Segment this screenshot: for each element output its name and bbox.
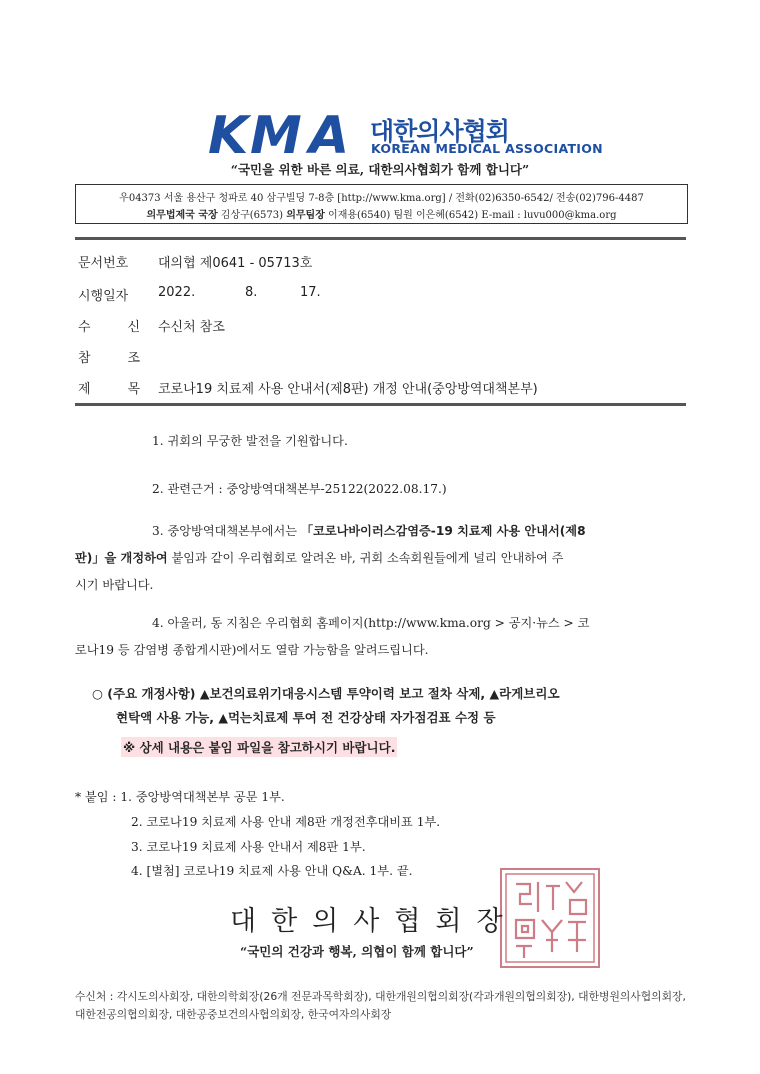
signature-title: 대한의사협회장 xyxy=(230,906,518,937)
address-box xyxy=(75,184,688,224)
paragraph-3 xyxy=(75,518,690,599)
attachment-note: ※ 상세 내용은 붙임 파일을 참고하시기 바랍니다. xyxy=(121,737,397,757)
recipient-value: 수신처 참조 xyxy=(158,320,225,335)
date-day: 17. xyxy=(300,285,321,300)
recipient-label-char: 신 xyxy=(127,320,140,335)
subject-label-char: 제 xyxy=(78,382,91,397)
reference-label-char: 조 xyxy=(127,351,140,366)
logo-letter-m: M xyxy=(250,106,300,166)
paragraph-3-bold-action: 판)」을 개정하여 xyxy=(75,551,168,565)
doc-number-value: 대의협 제0641 - 05713호 xyxy=(158,256,313,271)
footer-slogan: “국민의 건강과 행복, 의협이 함께 합니다” xyxy=(240,944,474,959)
paragraph-3-rest: 붙임과 같이 우리협회로 알려온 바, 귀회 소속회원들에게 널리 안내하여 주 xyxy=(167,551,564,565)
kma-logo xyxy=(208,106,603,166)
paragraph-1: 1. 귀회의 무궁한 발전을 기원합니다. xyxy=(152,434,348,448)
recipient-list: 수신처 : 각시도의사회장, 대한의학회장(26개 전문과목학회장), 대한개원의협의회장(각과개원의협의회장), 대한병원의사협의회장, 대한전공의협의회장, 대한공중보건의사협의회장, 한국여자의사회장 xyxy=(75,990,686,1021)
paragraph-4-line-2: 로나19 등 감염병 종합게시판)에서도 열람 가능함을 알려드립니다. xyxy=(75,643,429,657)
logo-letter-k: K xyxy=(208,106,247,166)
dept-label: 의무법제국 국장 xyxy=(146,210,218,221)
key-changes-line-2: 현탁액 사용 가능, ▲먹는치료제 투여 전 건강상태 자가점검표 수정 등 xyxy=(116,710,496,725)
team-person: 이재용(6540) 팀원 이은혜(6542) E-mail : luvu000@kma.org xyxy=(328,210,617,221)
meta-date xyxy=(78,285,678,303)
date-year: 2022. xyxy=(158,285,196,300)
reference-label-char: 참 xyxy=(78,351,91,366)
recipient-label xyxy=(78,316,140,335)
attachment-list-first xyxy=(75,788,285,805)
attachment-item: 2. 코로나19 치료제 사용 안내 제8판 개정전후대비표 1부. xyxy=(131,815,441,829)
subject-label xyxy=(78,378,140,397)
doc-number-label: 문서번호 xyxy=(78,256,129,271)
subject-label-char: 목 xyxy=(127,382,140,397)
team-label: 의무팀장 xyxy=(286,210,325,221)
address-line: 우04373 서울 용산구 청파로 40 삼구빌딩 7-8층 [http://www.kma.org] / 전화(02)6350-6542/ 전송(02)796-4487 xyxy=(119,193,644,204)
key-changes xyxy=(92,682,560,730)
paragraph-3-line-2 xyxy=(75,545,690,572)
header-rule-top xyxy=(75,237,686,240)
paragraph-2: 2. 관련근거 : 중앙방역대책본부-25122(2022.08.17.) xyxy=(152,482,447,496)
attachment-item: 3. 코로나19 치료제 사용 안내서 제8판 1부. xyxy=(131,840,366,854)
attachment-item: 4. [별첨] 코로나19 치료제 사용 안내 Q&A. 1부. 끝. xyxy=(131,864,413,878)
header-slogan: “국민을 위한 바른 의료, 대한의사협회가 함께 합니다” xyxy=(230,162,530,177)
paragraph-3-bold-title: 「코로나바이러스감염증-19 치료제 사용 안내서(제8 xyxy=(300,524,586,538)
attachment-label: * 붙임 : xyxy=(75,790,121,804)
recipient-label-char: 수 xyxy=(78,320,91,335)
meta-recipient xyxy=(78,316,678,334)
contact-line xyxy=(76,206,687,221)
reference-label xyxy=(78,347,140,366)
paragraph-3-prefix: 3. 중앙방역대책본부에서는 xyxy=(152,524,301,538)
meta-doc-number xyxy=(78,252,678,270)
header-rule-bottom xyxy=(75,403,686,406)
logo-korean-name: 대한의사협회 xyxy=(370,117,509,146)
dept-person: 김상구(6573) xyxy=(220,210,284,221)
meta-subject xyxy=(78,378,678,396)
paragraph-4 xyxy=(75,610,690,664)
paragraph-4-line-1: 4. 아울러, 동 지침은 우리협회 홈페이지(http://www.kma.org > 공지·뉴스 > 코 xyxy=(152,616,590,630)
meta-reference xyxy=(78,347,678,365)
logo-letter-a: A xyxy=(309,106,348,166)
logo-english-name: KOREAN MEDICAL ASSOCIATION xyxy=(371,141,603,156)
attachment-item: 1. 중앙방역대책본부 공문 1부. xyxy=(120,790,285,804)
subject-value: 코로나19 치료제 사용 안내서(제8판) 개정 안내(중앙방역대책본부) xyxy=(158,382,538,397)
paragraph-3-line-3: 시기 바랍니다. xyxy=(75,578,154,592)
date-label: 시행일자 xyxy=(78,289,129,304)
kma-logo-mark xyxy=(208,106,360,166)
paragraph-3-line-1 xyxy=(75,518,690,545)
date-month: 8. xyxy=(245,285,258,300)
key-changes-line-1: ○ (주요 개정사항) ▲보건의료위기대응시스템 투약이력 보고 절차 삭제, ▲라게브리오 xyxy=(92,686,560,701)
